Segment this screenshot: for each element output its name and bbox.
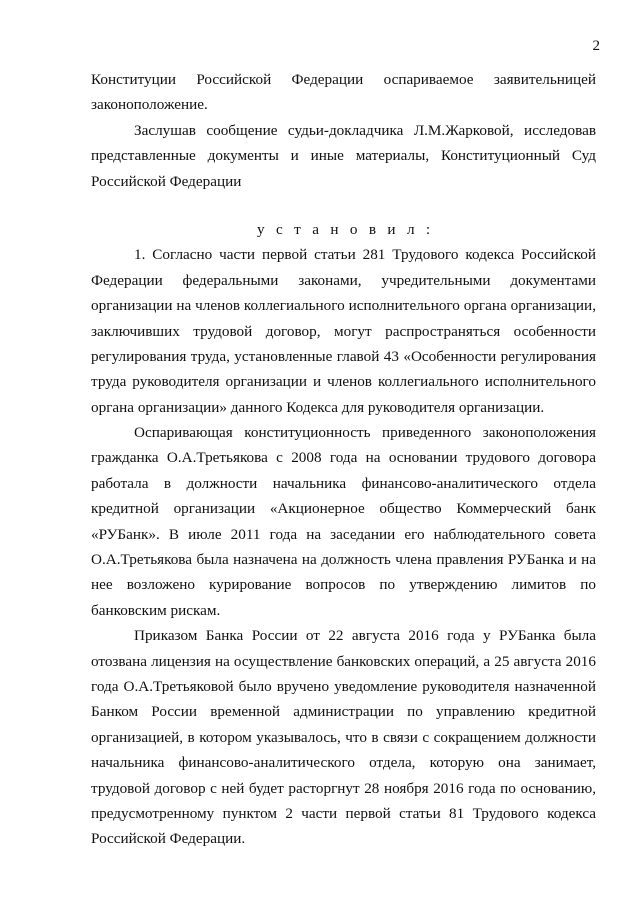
paragraph-line: регулирования труда, установленные главой 43 «Особенности регулирования: [91, 347, 596, 365]
paragraph-line: труда руководителя организации и членов коллегиального исполнительного: [91, 373, 596, 391]
paragraph-line: Приказом Банка России от 22 августа 2016 года у РУБанка была: [134, 627, 596, 645]
page-number: 2: [592, 38, 600, 54]
paragraph-line: Конституции Российской Федерации оспариваемое заявительницей: [91, 71, 596, 88]
paragraph-line: организации на членов коллегиального исполнительного органа организации,: [91, 297, 596, 315]
paragraph-line: работала в должности начальника финансово-аналитического отдела: [91, 474, 596, 492]
paragraph-line: О.А.Третьякова была назначена на должность члена правления РУБанка и на: [91, 551, 596, 569]
paragraph: [91, 420, 596, 623]
paragraph: [91, 623, 596, 852]
paragraph-line: «РУБанк». В июле 2011 года на заседании его наблюдательного совета: [91, 525, 596, 543]
paragraph-line: Российской Федерации: [91, 172, 242, 190]
paragraph-line: начальника финансово-аналитического отдела, которую она занимает,: [91, 754, 596, 772]
section-gap: [91, 194, 596, 217]
paragraph-line: нее возложено курирование вопросов по утверждению лимитов по: [91, 576, 596, 594]
paragraph-line: 1. Согласно части первой статьи 281 Трудового кодекса Российской: [134, 246, 596, 264]
paragraph-line: представленные документы и иные материалы, Конституционный Суд: [91, 147, 596, 165]
paragraph-line: года О.А.Третьяковой было вручено уведомление руководителя назначенной: [91, 677, 596, 695]
paragraph-line: трудовой договор с ней будет расторгнут 28 ноября 2016 года по основанию,: [91, 779, 596, 797]
paragraph-line: органа организации» данного Кодекса для руководителя организации.: [91, 398, 545, 416]
paragraph-line: Заслушав сообщение судьи-докладчика Л.М.Жарковой, исследовав: [134, 121, 596, 139]
paragraph: [91, 242, 596, 420]
paragraph-line: гражданка О.А.Третьякова с 2008 года на основании трудового договора: [91, 449, 596, 467]
section-heading: у с т а н о в и л :: [257, 220, 434, 238]
paragraph-line: Российской Федерации.: [91, 830, 246, 848]
paragraph-line: Банком России временной администрации по управлению кредитной: [91, 703, 596, 721]
paragraph-line: Оспаривающая конституционность приведенного законоположения: [134, 424, 596, 442]
paragraph-line: Федерации федеральными законами, учредительными документами: [91, 271, 596, 289]
paragraph-line: банковским рискам.: [91, 601, 221, 619]
paragraph-line: организацией, в котором указывалось, что в связи с сокращением должности: [91, 728, 596, 746]
paragraph-line: предусмотренному пунктом 2 части первой статьи 81 Трудового кодекса: [91, 804, 596, 822]
paragraph: [91, 67, 596, 118]
paragraph-line: заключивших трудовой договор, могут распространяться особенности: [91, 322, 596, 340]
paragraph-line: отозвана лицензия на осуществление банковских операций, а 25 августа 2016: [91, 652, 596, 670]
document-body: [91, 67, 596, 852]
paragraph: [91, 118, 596, 194]
paragraph-line: законоположение.: [91, 96, 208, 114]
paragraph-line: кредитной организации «Акционерное общество Коммерческий банк: [91, 500, 596, 518]
